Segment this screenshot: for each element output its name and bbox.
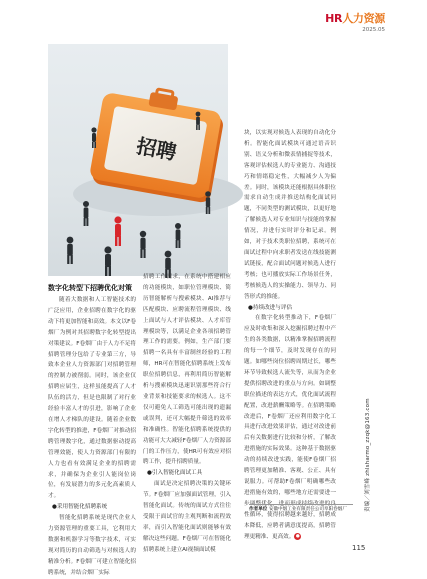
page-number: 115 — [352, 544, 366, 552]
subhead-smart-recruitment: ●采用智能化招聘系统 — [52, 504, 108, 511]
author-label: 作者单位 — [249, 507, 268, 512]
logo-main: HR — [325, 12, 343, 25]
text-column-middle — [143, 272, 231, 556]
editor-spine — [352, 346, 371, 512]
logo-alt: 人力资源 — [342, 12, 385, 25]
recruitment-illustration — [48, 44, 228, 276]
paragraph-6-text: 在数字化转型推动下，F卷烟厂应及时收集和深入挖掘招聘过程中产生的各类数据，以精准掌握招聘流程的每一个细节，及时发现存在的问题。如哪些岗位招聘周期过长，哪些环节导致候选人流失等，从而为企业提供招聘改进的重点与方向。如调整职位描述的表达方式，优化面试流程配置，改进薪酬策略等。在招聘策略改进后，F卷烟厂还应利用数字化工具进行改进效果评估，通过对改进前后有关数据进行比较和分析，了解改进措施的实际效果。这种基于数据驱动的持续改进实践，能使F卷烟厂招聘管理更加精准、客观、公正、具有说服力。可帮助F卷烟厂明确哪些改进措施有效的，哪些地方还需要进一步调整优化，进而形成持续改进的良性循环，使得招聘越来越好，招聘成本降低，应聘者满意度提高，招聘管理更精准、更高效。 — [244, 315, 336, 540]
section-title: 数字化转型下招聘优化对策 — [48, 284, 132, 292]
subhead-smart-interview: ●引入智能化面试工具 — [147, 470, 203, 477]
paragraph-2: 智能化招聘系统是现代企业人力资源管理的重要工具，它利用大数据和机器学习等数字技术，可实现对简历的自动筛选与对候选人的精准分析。F卷烟厂可建立智能化招聘系统，并结合烟厂实际 — [48, 515, 136, 576]
end-mark-icon: ● — [295, 533, 300, 539]
sign-text: 招聘 — [134, 133, 179, 165]
editor-credit: 责编／刘雪峰 zhlsharmo_zzqk@163.com — [365, 398, 371, 512]
text-column-left — [48, 283, 136, 579]
paragraph-4: 面试是决定招聘决策的关键环节。F卷烟厂应加强面试管理，引入智能化面试。传统的面试方式往往受限于面试官的主观判断和流程效率，而引入智能化面试则能够有效解决这些问题。F卷烟厂可在智能化招聘系统上建立AI视频面试模 — [143, 481, 231, 553]
subhead-continuous-improvement: ●持续改进与评估 — [248, 304, 293, 311]
text-column-right — [244, 128, 336, 542]
issue-date: 2025.05 — [362, 27, 385, 33]
paragraph-5: 块，以实现对候选人表现的自动化分析。智能化面试模块可通过语音识别、语义分析和微表情捕捉等技术，客观评估候选人的专业能力、沟通技巧和情绪稳定性，大幅减少人为偏差。同时，该模块还能根据具体职位需求自动生成并推送结构化面试问题，不同类型的测试模块，以更好地了解候选人对专业知识与技能的掌握情况，并进行实时评分和记录。例如，对于技术类职位招聘，系统可在面试过程中向求职者发送在线技能测试链接，配合面试问题对候选人进行考核；也可播放实际工作场景任务，考核候选人的实操能力、领导力、问答形式的推能。 — [244, 130, 336, 300]
masthead — [325, 10, 385, 33]
paragraph-3: 招聘工作需求，在系统中搭建相应的功能模块，如职位管理模块、简历智能解析与搜索模块、AI推荐与匹配模块、应聘流程管理模块、线上面试与人才评估模块、人才库管理模块等，以满足企业各项招聘管理工作的需要。例如，生产部门要招聘一名具有丰富制丝经验的工程师，HR可在智能化招聘系统上发布职位招聘信息，再利用简历智能解析与搜索模块迅速识别那些符合行业背景和技能要求的候选人。这不仅可避免人工筛选可能出现的遗漏或误判，还可大幅提升筛选的效率和准确性。智能化招聘系统提供的功能可大大减轻F卷烟厂人力资源部门的工作压力，使HR可有效应对招聘工作，提升招聘质量。 — [143, 274, 231, 466]
author-text: 安徽中烟工业有限责任公司阜阳卷烟厂 — [268, 507, 347, 512]
author-affiliation — [249, 504, 353, 513]
magazine-logo — [325, 10, 385, 26]
paragraph-1: 随着大数据和人工智能技术的广泛应用，企业招聘在数字化的驱动下将更加智能和高效。本文以F卷烟厂为例对其招聘数字化转型提出对策建议。F卷烟厂由于人力不足将招聘管理分包给了专业第三方，导致本企业人力资源部门对招聘管理的控制力被削弱。同时，该企业仅招聘应届生，这样虽能提高了人才队伍的活力，但是也限制了对行业经验丰富人才的引进，影响了企业在增人才梯队的建设。随着企业数字化转型的推进，F卷烟厂对推动招聘管理数字化，通过数据驱动提高管理效能，使人力资源部门有限的人力也看有效满足企业的招聘需求，并确保为企业引人能岗位岗位，有发展潜力的多元化高素质人才。 — [48, 297, 136, 500]
recruitment-scene-svg — [48, 44, 228, 276]
